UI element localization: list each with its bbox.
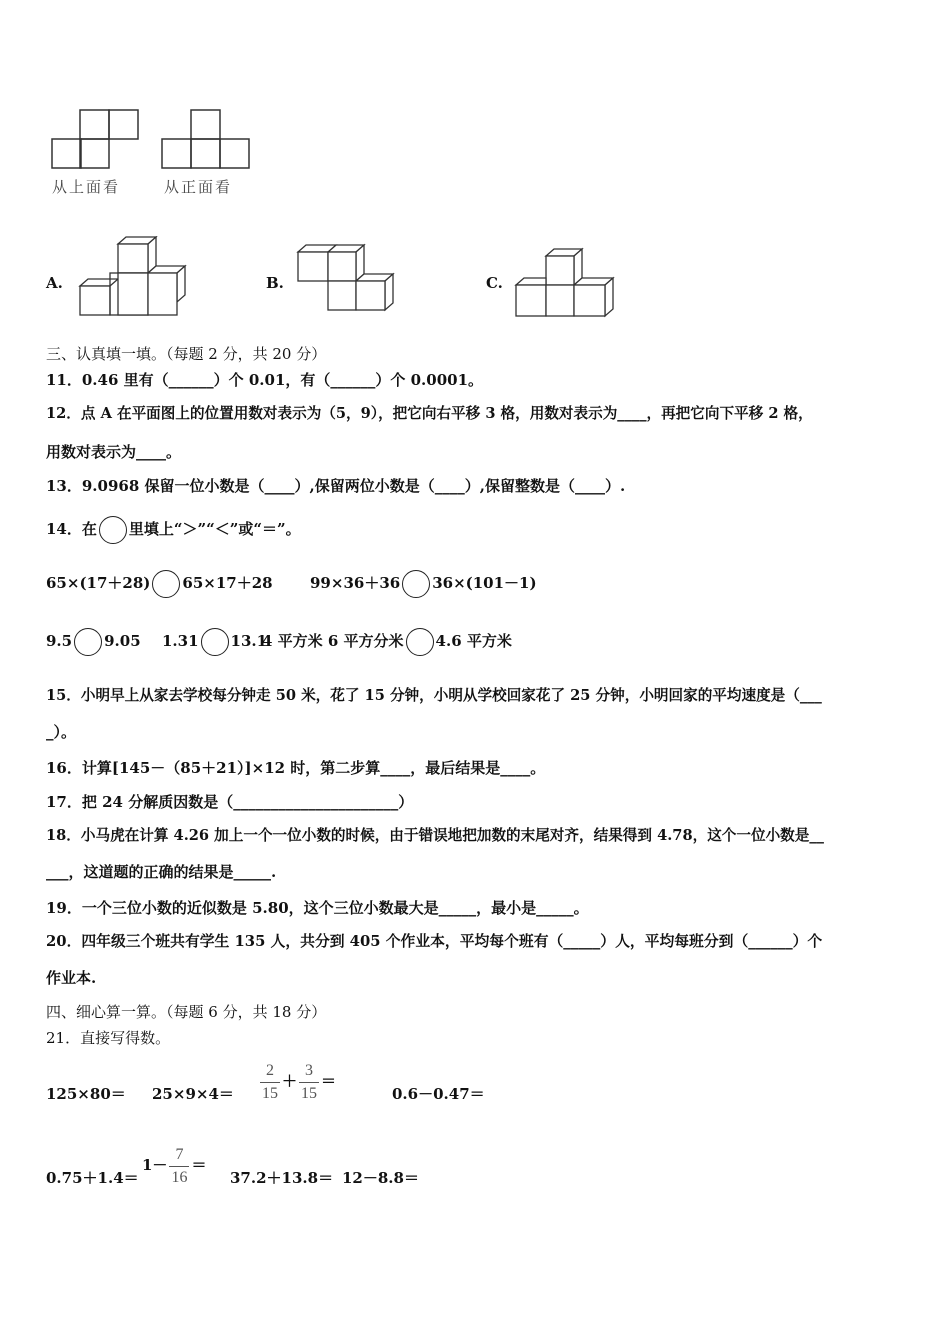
section4-title: 四、细心算一算。（每题 6 分，共 18 分） xyxy=(46,1003,327,1021)
option-b-cube-figure xyxy=(296,242,398,314)
calc-1-fraction: 1－ $\frac{7}{16}$ ＝ xyxy=(142,1140,206,1190)
calc-fraction-sum: $\frac{2}{15}$ ＋ $\frac{3}{15}$ ＝ xyxy=(258,1056,336,1106)
question-15-line1: 15．小明早上从家去学校每分钟走 50 米，花了 15 分钟，小明从学校回家花了 25 分钟，小明回家的平均速度是（___ xyxy=(46,687,822,704)
front-view-figure xyxy=(160,108,252,170)
section3-title: 三、认真填一填。（每题 2 分，共 20 分） xyxy=(46,345,327,363)
q14-row1-a xyxy=(46,568,273,598)
fraction-7-16: $\frac{7}{16}$ xyxy=(171,1145,188,1186)
q14-r2c-right: 4.6 平方米 xyxy=(435,632,512,650)
fraction-3-15: $\frac{3}{15}$ xyxy=(301,1061,318,1102)
q14-r2c-left: 4 平方米 6 平方分米 xyxy=(262,632,404,650)
option-a-label: A. xyxy=(46,274,63,292)
answer-circle-icon[interactable] xyxy=(406,628,434,656)
question-15-line2: _）。 xyxy=(46,723,77,741)
calc-25x9x4: 25×9×4＝ xyxy=(152,1085,234,1103)
question-12-line1: 12．点 A 在平面图上的位置用数对表示为（5，9），把它向右平移 3 格，用数对表示为____，再把它向下平移 2 格， xyxy=(46,405,813,422)
q14-r2a-right: 9.05 xyxy=(104,632,141,650)
question-13: 13．9.0968 保留一位小数是（____）,保留两位小数是（____）,保留整数是（____）. xyxy=(46,477,626,495)
q14-row2-b xyxy=(162,626,267,656)
question-17: 17．把 24 分解质因数是（______________________） xyxy=(46,793,414,811)
q14-r1a-left: 65×(17＋28) xyxy=(46,574,151,592)
question-20-line2: 作业本. xyxy=(46,969,97,987)
option-c-label: C. xyxy=(486,274,503,292)
question-18-line2: ___，这道题的正确的结果是_____. xyxy=(46,863,277,881)
q14-r2b-right: 13.1 xyxy=(230,632,268,650)
question-20-line1: 20．四年级三个班共有学生 135 人，共分到 405 个作业本，平均每个班有（_____）人，平均每班分到（______）个 xyxy=(46,933,823,950)
option-b-label: B. xyxy=(266,274,284,292)
answer-circle-icon[interactable] xyxy=(201,628,229,656)
q14-row2-a xyxy=(46,626,141,656)
top-view-caption: 从上面看 xyxy=(52,178,121,196)
question-19: 19．一个三位小数的近似数是 5.80，这个三位小数最大是_____，最小是_____。 xyxy=(46,899,589,917)
option-c-cube-figure xyxy=(514,246,618,320)
fraction-2-15: $\frac{2}{15}$ xyxy=(262,1061,278,1102)
q14-row2-c xyxy=(262,626,512,656)
calc-12-8.8: 12－8.8＝ xyxy=(342,1169,419,1187)
top-view-figure xyxy=(50,108,140,170)
q14-r1b-right: 36×(101－1) xyxy=(432,574,537,592)
q14-suffix: 里填上“＞”“＜”或“＝”。 xyxy=(128,520,301,538)
question-14 xyxy=(46,514,301,544)
q14-r2b-left: 1.31 xyxy=(162,632,199,650)
question-18-line1: 18．小马虎在计算 4.26 加上一个一位小数的时候，由于错误地把加数的末尾对齐，结果得到 4.78，这个一位小数是__ xyxy=(46,827,824,844)
calc-0.6-0.47: 0.6－0.47＝ xyxy=(392,1085,485,1103)
question-21: 21．直接写得数。 xyxy=(46,1029,171,1047)
question-16: 16．计算[145－（85＋21）]×12 时，第二步算____，最后结果是____。 xyxy=(46,759,546,777)
calc-0.75+1.4: 0.75＋1.4＝ xyxy=(46,1169,139,1187)
calc-125x80: 125×80＝ xyxy=(46,1085,126,1103)
q14-r2a-left: 9.5 xyxy=(46,632,73,650)
answer-circle-icon[interactable] xyxy=(74,628,102,656)
option-a-cube-figure xyxy=(78,236,190,318)
q14-row1-b xyxy=(310,568,537,598)
blank-circle-icon xyxy=(99,516,127,544)
question-12-line2: 用数对表示为____。 xyxy=(46,443,182,461)
calc-37.2+13.8: 37.2＋13.8＝ xyxy=(230,1169,334,1187)
answer-circle-icon[interactable] xyxy=(152,570,180,598)
q14-r1b-left: 99×36＋36 xyxy=(310,574,401,592)
answer-circle-icon[interactable] xyxy=(402,570,430,598)
front-view-caption: 从正面看 xyxy=(164,178,233,196)
q14-r1a-right: 65×17＋28 xyxy=(182,574,273,592)
q14-prefix: 14．在 xyxy=(46,520,97,538)
question-11: 11．0.46 里有（______）个 0.01，有（______）个 0.0001。 xyxy=(46,371,484,389)
